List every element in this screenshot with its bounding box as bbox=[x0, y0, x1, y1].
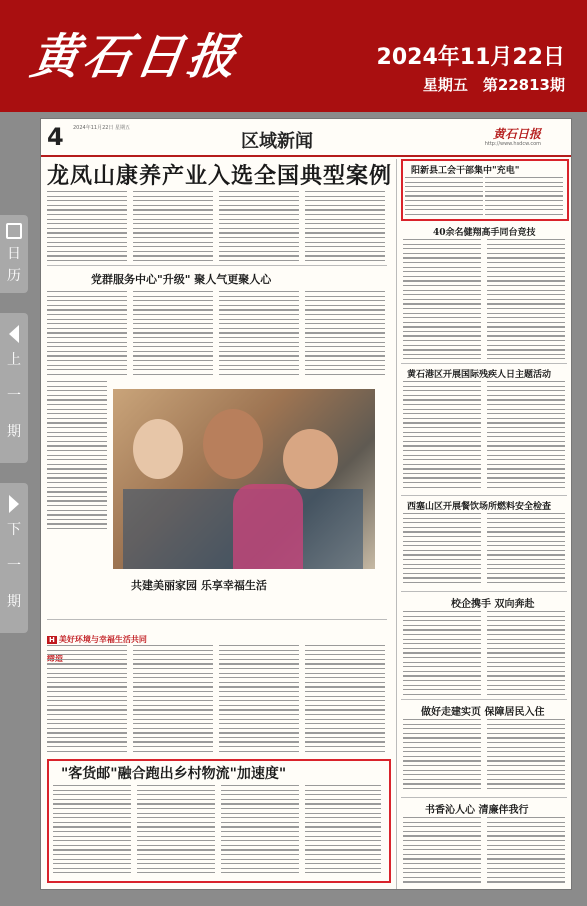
article-text bbox=[137, 785, 215, 873]
article-text bbox=[219, 191, 299, 261]
page-logo: 黄石日报 bbox=[492, 127, 541, 141]
issue-number: 星期五 第22813期 bbox=[422, 76, 565, 94]
photo-figure bbox=[283, 429, 338, 489]
box-tag: H bbox=[49, 636, 55, 644]
article-headline[interactable]: 黄石港区开展国际残疾人日主题活动 bbox=[407, 370, 552, 380]
article-headline[interactable]: 40余名健翔高手同台竞技 bbox=[433, 228, 536, 238]
column-header bbox=[47, 627, 147, 644]
article-text bbox=[47, 645, 127, 755]
next-issue-tab[interactable] bbox=[0, 483, 28, 633]
sidebar-nav bbox=[0, 215, 28, 860]
photo-caption bbox=[47, 381, 107, 531]
article-text bbox=[403, 381, 481, 491]
row-divider bbox=[401, 797, 567, 798]
calendar-char: 日 bbox=[7, 246, 21, 262]
article-text bbox=[47, 291, 127, 377]
article-text bbox=[487, 817, 565, 883]
prev-char: 期 bbox=[7, 424, 21, 440]
next-char: 一 bbox=[7, 558, 21, 574]
article-text bbox=[403, 611, 481, 695]
next-char: 下 bbox=[7, 522, 21, 538]
row-divider bbox=[401, 363, 567, 364]
row-divider bbox=[47, 619, 387, 620]
page-header bbox=[41, 119, 571, 157]
article-headline[interactable]: 阳新县工会干部集中"充电" bbox=[411, 166, 520, 176]
article-text bbox=[485, 177, 563, 215]
chevron-left-icon bbox=[9, 325, 19, 343]
article-text bbox=[221, 785, 299, 873]
article-headline[interactable]: 校企携手 双向奔赴 bbox=[451, 599, 535, 610]
row-divider bbox=[401, 495, 567, 496]
article-text bbox=[305, 645, 385, 755]
article-text bbox=[405, 177, 483, 215]
newspaper-logo: 黄石日报 bbox=[27, 29, 244, 85]
row-divider bbox=[401, 591, 567, 592]
article-text bbox=[403, 513, 481, 587]
article-text bbox=[305, 291, 385, 377]
main-headline[interactable]: 龙凤山康养产业入选全国典型案例 bbox=[47, 163, 393, 189]
article-text bbox=[403, 239, 481, 359]
article-text bbox=[53, 785, 131, 873]
article-text bbox=[305, 785, 381, 873]
article-text bbox=[403, 817, 481, 883]
article-text bbox=[47, 191, 127, 261]
page-number: 4 bbox=[47, 123, 64, 151]
news-photo[interactable] bbox=[113, 389, 375, 569]
photo-figure bbox=[203, 409, 263, 479]
page-meta: 2024年11月22日 星期五 bbox=[73, 125, 131, 131]
issue-date: 2024年11月22日 bbox=[376, 45, 565, 70]
article-text bbox=[487, 611, 565, 695]
newspaper-masthead bbox=[0, 0, 587, 112]
article-text bbox=[403, 719, 481, 793]
row-divider bbox=[401, 699, 567, 700]
article-text bbox=[487, 239, 565, 359]
prev-char: 上 bbox=[7, 352, 21, 368]
article-text bbox=[133, 191, 213, 261]
article-text bbox=[487, 513, 565, 587]
article-headline[interactable]: 西塞山区开展餐饮场所燃料安全检查 bbox=[407, 502, 552, 512]
box-title[interactable]: 美好环境与幸福生活共同 bbox=[58, 635, 147, 644]
photo-figure bbox=[233, 484, 303, 569]
article-headline[interactable]: 党群服务中心"升级" 聚人气更聚人心 bbox=[91, 273, 272, 286]
row-divider bbox=[47, 265, 387, 266]
article-text bbox=[305, 191, 385, 261]
prev-char: 一 bbox=[7, 388, 21, 404]
article-headline[interactable]: 做好走建实页 保障居民入住 bbox=[421, 707, 545, 718]
article-text bbox=[133, 645, 213, 755]
article-text bbox=[219, 291, 299, 377]
section-title: 区域新闻 bbox=[241, 131, 313, 152]
calendar-tab[interactable] bbox=[0, 215, 28, 293]
photo-figure bbox=[133, 419, 183, 479]
column-divider bbox=[396, 159, 397, 889]
article-text bbox=[487, 381, 565, 491]
article-headline[interactable]: "客货邮"融合跑出乡村物流"加速度" bbox=[61, 766, 287, 782]
newspaper-page bbox=[40, 118, 572, 890]
calendar-icon bbox=[6, 223, 22, 239]
calendar-char: 历 bbox=[7, 268, 21, 284]
article-text bbox=[133, 291, 213, 377]
chevron-right-icon bbox=[9, 495, 19, 513]
next-char: 期 bbox=[7, 594, 21, 610]
article-text bbox=[487, 719, 565, 793]
article-text bbox=[219, 645, 299, 755]
article-headline[interactable]: 共建美丽家园 乐享幸福生活 bbox=[131, 579, 267, 592]
page-site: http://www.hsdcw.com bbox=[484, 141, 541, 147]
article-headline[interactable]: 书香沁人心 清廉伴我行 bbox=[425, 805, 529, 816]
previous-issue-tab[interactable] bbox=[0, 313, 28, 463]
